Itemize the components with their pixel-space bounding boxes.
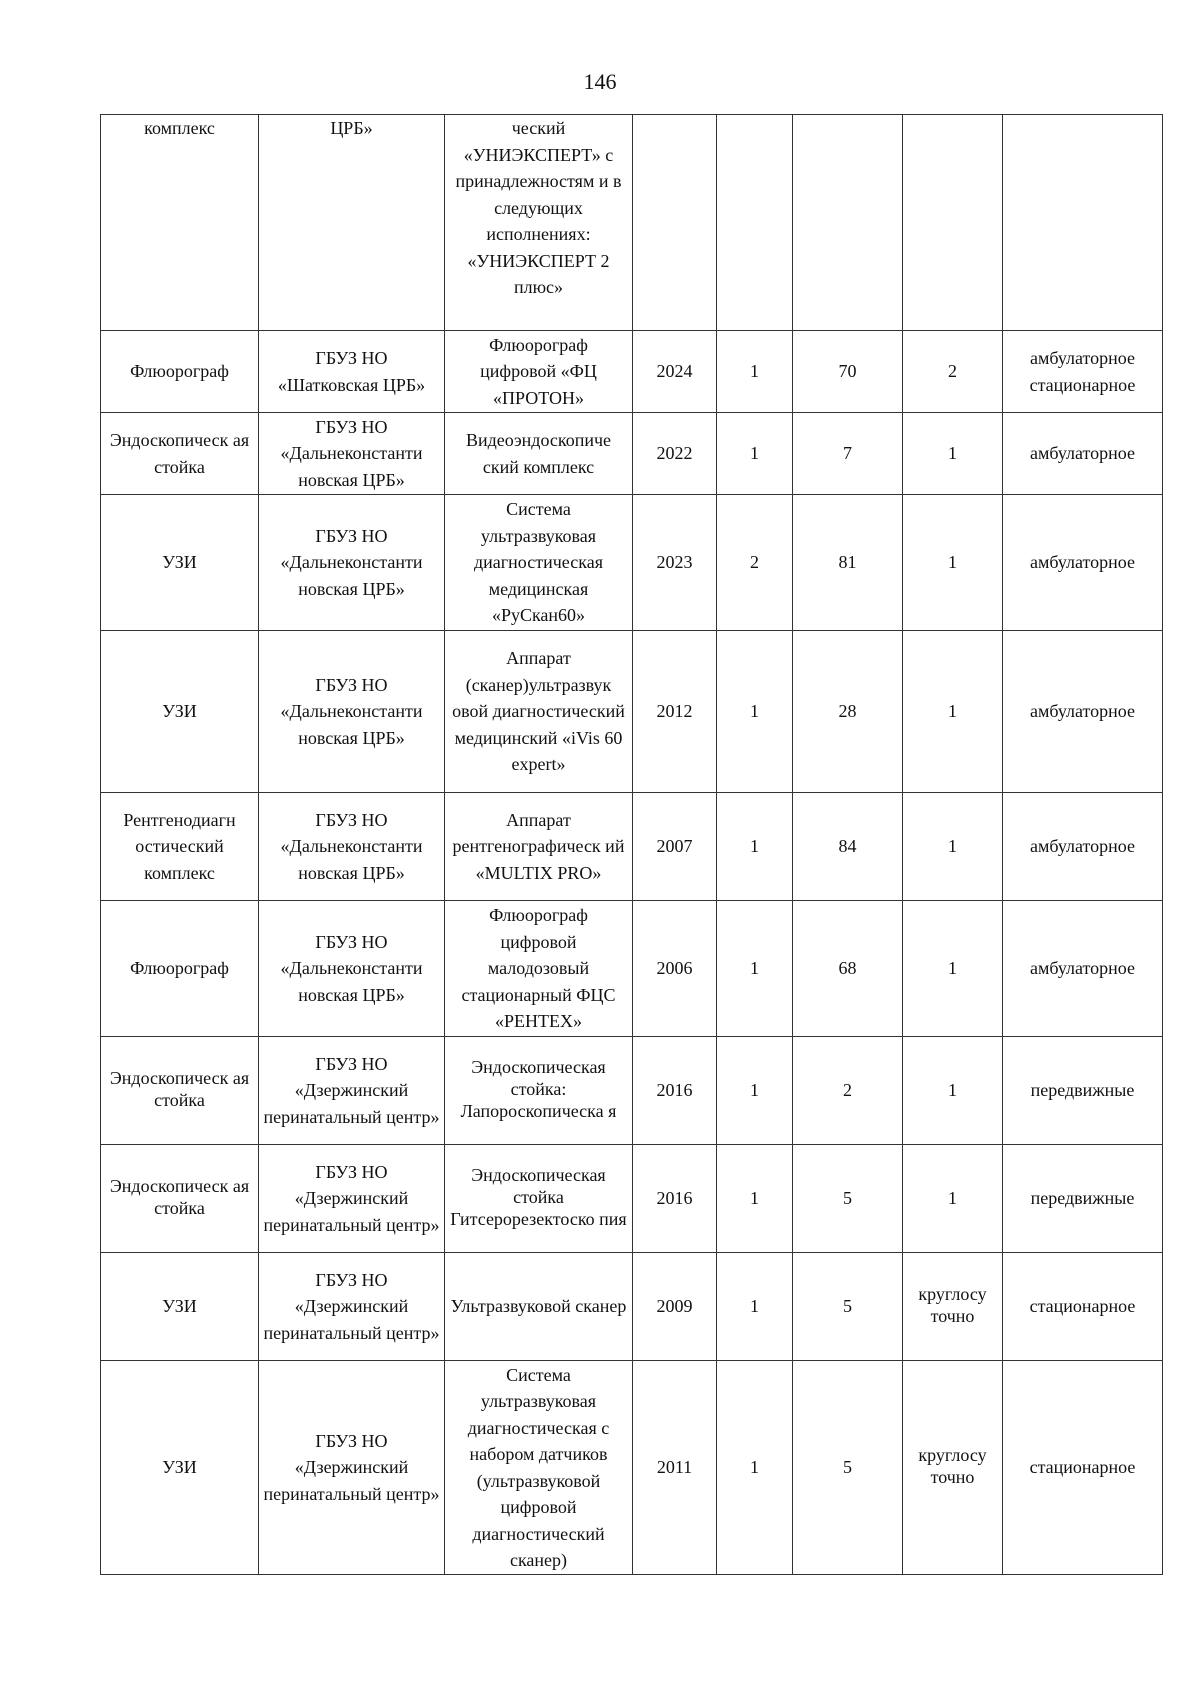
cell-model: Аппарат рентгенографическ ий «MULTIX PRO» xyxy=(445,793,633,901)
cell-equipment-name-text: Эндоскопическ ая стойка xyxy=(109,1176,250,1219)
cell-usage-type: амбулаторное стационарное xyxy=(1003,331,1163,413)
cell-quantity: 1 xyxy=(717,631,793,793)
cell-model: Аппарат (сканер)ультразвук овой диагностический медицинский «iVis 60 expert» xyxy=(445,631,633,793)
cell-shifts xyxy=(903,1361,1003,1575)
cell-year: 2016 xyxy=(633,1145,717,1253)
cell-equipment-name: УЗИ xyxy=(101,1361,259,1575)
cell-equipment-name-text: Эндоскопическ ая стойка xyxy=(109,1068,250,1111)
cell-organization: ГБУЗ НО «Дзержинский перинатальный центр» xyxy=(259,1361,445,1575)
table-row xyxy=(101,1145,1163,1253)
cell-shifts: 1 xyxy=(903,1145,1003,1253)
cell-shifts-text: круглосу точно xyxy=(918,1284,987,1327)
cell-quantity: 1 xyxy=(717,331,793,413)
table-row xyxy=(101,495,1163,631)
cell-wear: 28 xyxy=(793,631,903,793)
cell-wear: 2 xyxy=(793,1037,903,1145)
table-row xyxy=(101,413,1163,495)
cell-equipment-name xyxy=(101,1037,259,1145)
cell-usage-type: амбулаторное xyxy=(1003,631,1163,793)
cell-year: 2007 xyxy=(633,793,717,901)
table-row xyxy=(101,1361,1163,1575)
cell-quantity: 1 xyxy=(717,1145,793,1253)
cell-quantity: 1 xyxy=(717,793,793,901)
cell-shifts: 1 xyxy=(903,413,1003,495)
cell-quantity xyxy=(717,115,793,331)
cell-model: Система ультразвуковая диагностическая с набором датчиков (ультразвуковой цифровой диагностический сканер) xyxy=(445,1361,633,1575)
table-row xyxy=(101,793,1163,901)
cell-wear: 68 xyxy=(793,901,903,1037)
table-row xyxy=(101,115,1163,331)
cell-wear: 7 xyxy=(793,413,903,495)
cell-model: ческий «УНИЭКСПЕРТ» с принадлежностям и в следующих исполнениях: «УНИЭКСПЕРТ 2 плюс» xyxy=(445,115,633,331)
cell-year: 2011 xyxy=(633,1361,717,1575)
table-row xyxy=(101,631,1163,793)
cell-usage-type: передвижные xyxy=(1003,1037,1163,1145)
cell-organization: ГБУЗ НО «Дальнеконстанти новская ЦРБ» xyxy=(259,901,445,1037)
cell-equipment-name: Рентгенодиагн остический комплекс xyxy=(101,793,259,901)
cell-model-text: Эндоскопическая стойка: Лапороскопическа я xyxy=(460,1057,617,1122)
cell-year: 2024 xyxy=(633,331,717,413)
cell-wear: 5 xyxy=(793,1361,903,1575)
table-row xyxy=(101,1253,1163,1361)
cell-year: 2006 xyxy=(633,901,717,1037)
cell-year: 2016 xyxy=(633,1037,717,1145)
cell-usage-type: амбулаторное xyxy=(1003,413,1163,495)
cell-usage-type: амбулаторное xyxy=(1003,495,1163,631)
cell-shifts: 1 xyxy=(903,631,1003,793)
cell-equipment-name: УЗИ xyxy=(101,1253,259,1361)
cell-equipment-name: УЗИ xyxy=(101,631,259,793)
cell-organization: ГБУЗ НО «Шатковская ЦРБ» xyxy=(259,331,445,413)
cell-shifts: 1 xyxy=(903,901,1003,1037)
cell-shifts: 1 xyxy=(903,793,1003,901)
cell-equipment-name xyxy=(101,1145,259,1253)
cell-usage-type: стационарное xyxy=(1003,1253,1163,1361)
cell-organization: ГБУЗ НО «Дальнеконстанти новская ЦРБ» xyxy=(259,631,445,793)
cell-equipment-name: Флюорограф xyxy=(101,901,259,1037)
cell-equipment-name: УЗИ xyxy=(101,495,259,631)
page-number: 146 xyxy=(583,69,617,94)
cell-equipment-name: Эндоскопическ ая стойка xyxy=(101,413,259,495)
cell-model: Флюорограф цифровой «ФЦ «ПРОТОН» xyxy=(445,331,633,413)
table-row xyxy=(101,901,1163,1037)
cell-organization: ГБУЗ НО «Дзержинский перинатальный центр» xyxy=(259,1253,445,1361)
cell-shifts: 1 xyxy=(903,1037,1003,1145)
cell-wear: 84 xyxy=(793,793,903,901)
cell-model-text: Эндоскопическая стойка Гитсерорезектоско пия xyxy=(450,1165,627,1230)
cell-usage-type: амбулаторное xyxy=(1003,901,1163,1037)
cell-quantity: 1 xyxy=(717,1253,793,1361)
equipment-table xyxy=(100,114,1163,1575)
cell-wear: 81 xyxy=(793,495,903,631)
cell-model: Ультразвуковой сканер xyxy=(445,1253,633,1361)
cell-quantity: 1 xyxy=(717,413,793,495)
cell-model: Видеоэндоскопиче ский комплекс xyxy=(445,413,633,495)
cell-model: Система ультразвуковая диагностическая медицинская «РуСкан60» xyxy=(445,495,633,631)
cell-year: 2009 xyxy=(633,1253,717,1361)
cell-shifts: 2 xyxy=(903,331,1003,413)
cell-year: 2012 xyxy=(633,631,717,793)
cell-shifts: 1 xyxy=(903,495,1003,631)
cell-organization: ГБУЗ НО «Дзержинский перинатальный центр» xyxy=(259,1145,445,1253)
cell-year xyxy=(633,115,717,331)
cell-quantity: 1 xyxy=(717,901,793,1037)
table-row xyxy=(101,1037,1163,1145)
cell-organization: ГБУЗ НО «Дзержинский перинатальный центр» xyxy=(259,1037,445,1145)
cell-model: Флюорограф цифровой малодозовый стационарный ФЦС «РЕНТЕХ» xyxy=(445,901,633,1037)
cell-wear: 5 xyxy=(793,1145,903,1253)
cell-year: 2022 xyxy=(633,413,717,495)
cell-year: 2023 xyxy=(633,495,717,631)
cell-model xyxy=(445,1037,633,1145)
table-row xyxy=(101,331,1163,413)
cell-shifts xyxy=(903,1253,1003,1361)
cell-model xyxy=(445,1145,633,1253)
cell-usage-type: передвижные xyxy=(1003,1145,1163,1253)
cell-wear: 70 xyxy=(793,331,903,413)
cell-organization: ЦРБ» xyxy=(259,115,445,331)
cell-equipment-name: Флюорограф xyxy=(101,331,259,413)
cell-quantity: 2 xyxy=(717,495,793,631)
cell-organization: ГБУЗ НО «Дальнеконстанти новская ЦРБ» xyxy=(259,413,445,495)
cell-usage-type: стационарное xyxy=(1003,1361,1163,1575)
cell-organization: ГБУЗ НО «Дальнеконстанти новская ЦРБ» xyxy=(259,793,445,901)
cell-quantity: 1 xyxy=(717,1037,793,1145)
cell-equipment-name: комплекс xyxy=(101,115,259,331)
cell-usage-type: амбулаторное xyxy=(1003,793,1163,901)
cell-shifts-text: круглосу точно xyxy=(918,1445,987,1488)
cell-quantity: 1 xyxy=(717,1361,793,1575)
cell-usage-type xyxy=(1003,115,1163,331)
cell-wear: 5 xyxy=(793,1253,903,1361)
cell-organization: ГБУЗ НО «Дальнеконстанти новская ЦРБ» xyxy=(259,495,445,631)
cell-shifts xyxy=(903,115,1003,331)
cell-wear xyxy=(793,115,903,331)
